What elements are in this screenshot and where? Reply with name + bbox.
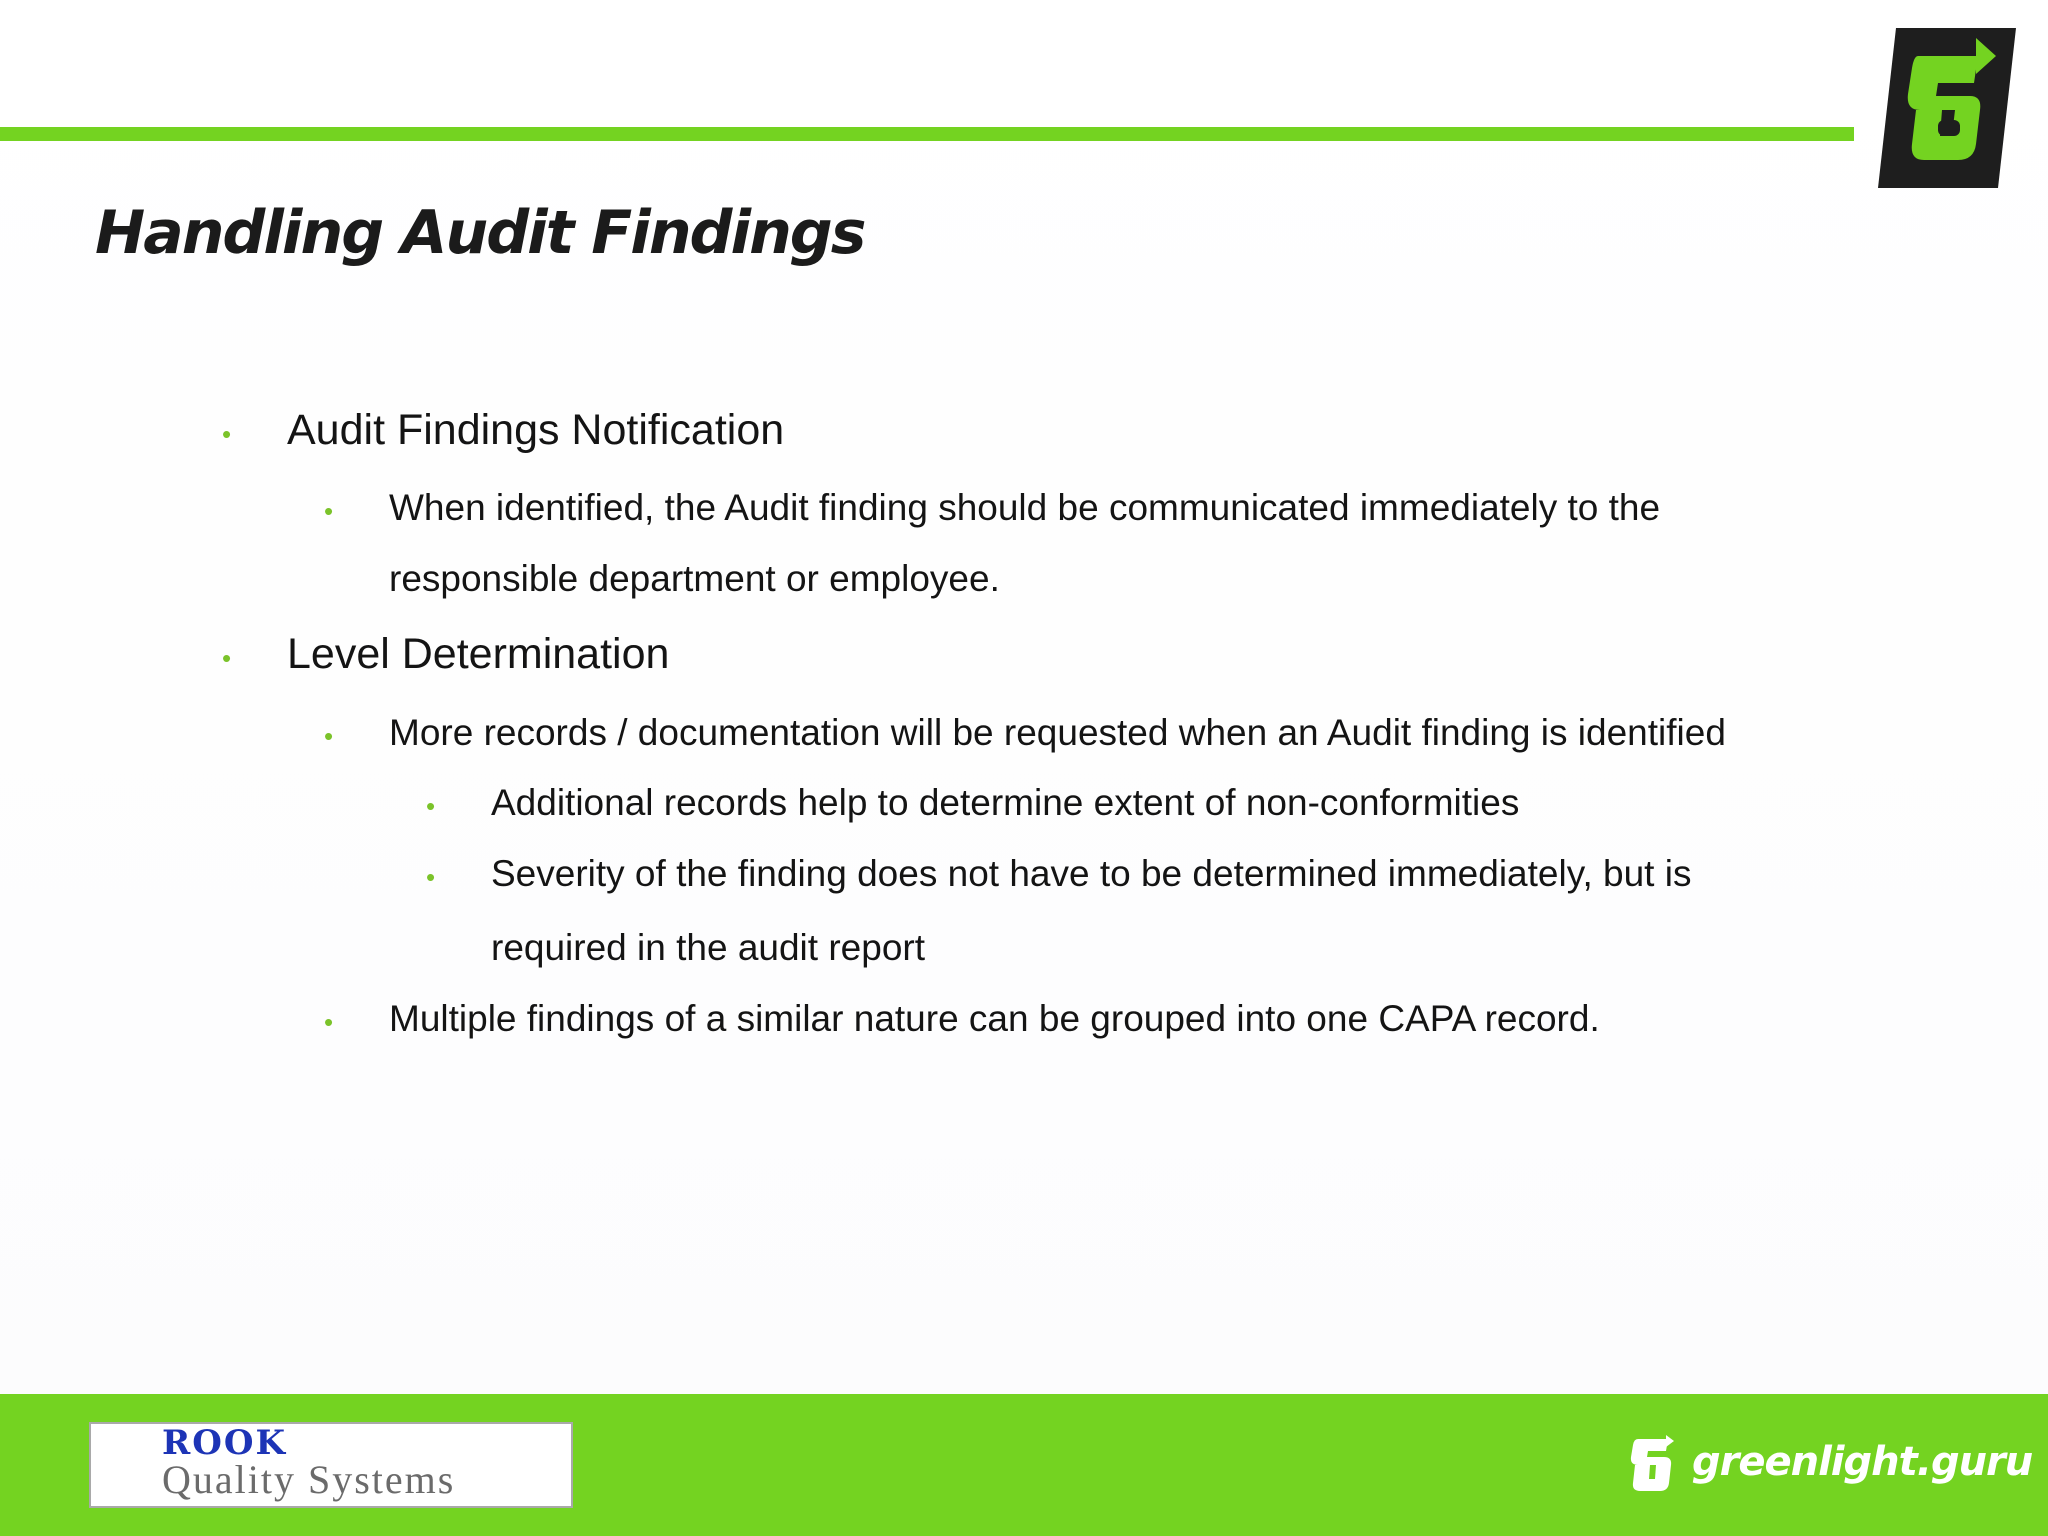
- rook-logo-name: ROOK: [162, 1423, 288, 1463]
- bullet-dot: •: [324, 721, 334, 751]
- bullet-item-continuation: responsible department or employee.: [389, 558, 1000, 599]
- bullet-dot: •: [426, 862, 436, 892]
- bullet-item: More records / documentation will be requested when an Audit finding is identified: [389, 712, 1726, 753]
- greenlight-g-icon: [1628, 1435, 1674, 1495]
- bullet-dot: •: [426, 791, 436, 821]
- bullet-item: Additional records help to determine extent of non-conformities: [491, 782, 1520, 823]
- bullet-item: Level Determination: [287, 630, 670, 678]
- bullet-dot: •: [222, 419, 232, 449]
- slide-title: Handling Audit Findings: [95, 198, 865, 268]
- bullet-item: Severity of the finding does not have to be determined immediately, but is: [491, 853, 1692, 894]
- bullet-dot: •: [222, 643, 232, 673]
- greenlight-guru-wordmark: greenlight.guru: [1692, 1439, 2033, 1485]
- bullet-item-continuation: required in the audit report: [491, 927, 925, 968]
- bullet-item: Multiple findings of a similar nature can be grouped into one CAPA record.: [389, 998, 1600, 1039]
- rook-quality-systems-logo: [89, 1422, 573, 1508]
- bullet-dot: •: [324, 496, 334, 526]
- bullet-item: When identified, the Audit finding should be communicated immediately to the: [389, 487, 1661, 528]
- bullet-dot: •: [324, 1007, 334, 1037]
- bullet-item: Audit Findings Notification: [287, 406, 785, 454]
- rook-logo-subtitle: Quality Systems: [162, 1457, 456, 1502]
